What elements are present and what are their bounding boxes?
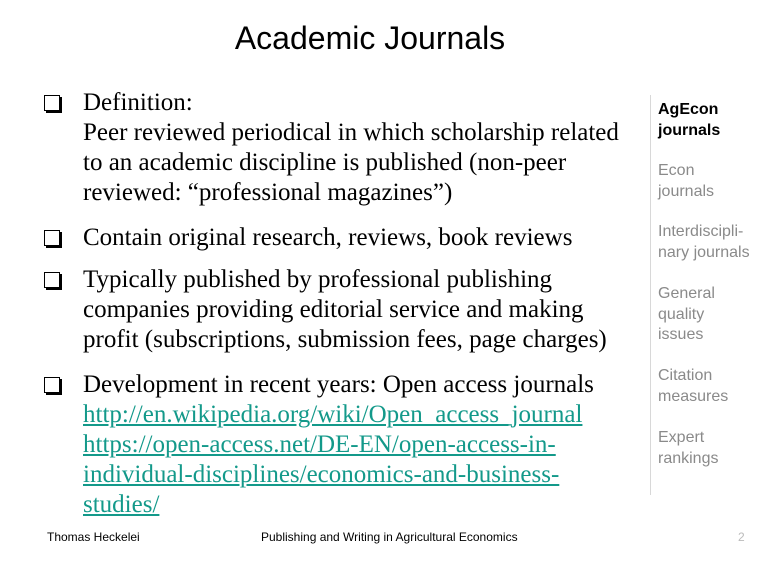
sidebar-item-label: Interdiscipli- bbox=[658, 223, 744, 240]
bullet-text: Peer reviewed periodical in which scholarship related bbox=[83, 119, 619, 146]
page-number: 2 bbox=[738, 530, 745, 544]
sidebar-item-label: Econ bbox=[658, 162, 695, 179]
bullet-open-access bbox=[44, 370, 594, 520]
checkbox-bullet-icon bbox=[44, 95, 60, 111]
sidebar-item-interdisciplinary-journals[interactable] bbox=[658, 222, 750, 263]
wikipedia-link[interactable]: http://en.wikipedia.org/wiki/Open_access_journal bbox=[83, 401, 583, 428]
bullet-text: reviewed: “professional magazines”) bbox=[83, 179, 453, 206]
sidebar-item-label: measures bbox=[658, 387, 729, 405]
sidebar-item-label: nary journals bbox=[658, 243, 750, 261]
slide-title: Academic Journals bbox=[234, 20, 506, 56]
sidebar-item-label: quality bbox=[658, 305, 705, 323]
open-access-link[interactable]: https://open-access.net/DE-EN/open-access-in- bbox=[83, 431, 556, 458]
bullet-text: companies providing editorial service and making bbox=[83, 296, 584, 323]
sidebar-item-label: Citation bbox=[658, 367, 713, 384]
sidebar-item-econ-journals[interactable] bbox=[658, 161, 714, 202]
sidebar-item-label: journals bbox=[658, 121, 721, 139]
bullet-text: Typically published by professional publishing bbox=[83, 266, 553, 293]
sidebar-item-label: issues bbox=[658, 326, 704, 343]
sidebar-item-label: AgEcon bbox=[658, 101, 719, 118]
open-access-link[interactable]: individual-disciplines/economics-and-business- bbox=[83, 461, 560, 488]
sidebar-item-label: General bbox=[658, 285, 715, 302]
sidebar-item-label: journals bbox=[658, 182, 715, 200]
footer-author: Thomas Heckelei bbox=[47, 530, 140, 544]
bullet-text: Development in recent years: Open access journals bbox=[83, 371, 594, 398]
sidebar-divider bbox=[650, 95, 651, 495]
sidebar-item-general-quality-issues[interactable] bbox=[658, 284, 715, 346]
open-access-link[interactable]: studies/ bbox=[83, 491, 160, 518]
bullet-definition bbox=[44, 88, 619, 208]
sidebar-item-citation-measures[interactable] bbox=[658, 366, 728, 407]
sidebar-item-expert-rankings[interactable] bbox=[658, 428, 718, 469]
checkbox-bullet-icon bbox=[44, 272, 60, 288]
bullet-text: Definition: bbox=[83, 89, 193, 116]
bullet-text: profit (subscriptions, submission fees, page charges) bbox=[83, 326, 607, 353]
bullet-publishers bbox=[44, 265, 607, 355]
checkbox-bullet-icon bbox=[44, 230, 60, 246]
bullet-text: to an academic discipline is published (non-peer bbox=[83, 149, 567, 176]
sidebar-item-label: rankings bbox=[658, 449, 719, 467]
bullet-content bbox=[44, 223, 572, 253]
sidebar-item-label: Expert bbox=[658, 429, 705, 446]
bullet-text: Contain original research, reviews, book reviews bbox=[83, 224, 573, 251]
sidebar-item-agecon-journals[interactable] bbox=[658, 100, 720, 141]
footer-course: Publishing and Writing in Agricultural Economics bbox=[261, 530, 518, 544]
checkbox-bullet-icon bbox=[44, 377, 60, 393]
